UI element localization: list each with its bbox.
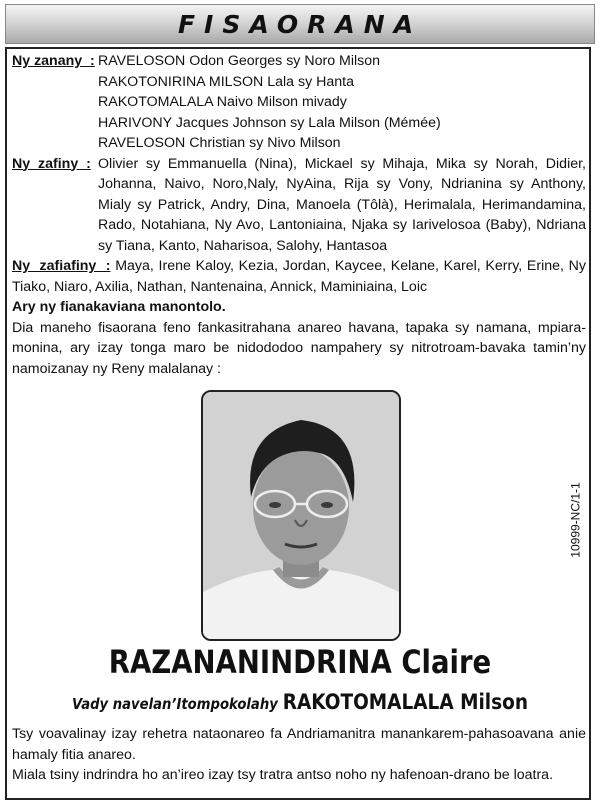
spouse-line [36, 690, 564, 714]
child-entry: RAKOTONIRINA MILSON Lala sy Hanta [98, 73, 354, 90]
page-title: FISAORANA [177, 9, 423, 39]
relatives-line: Ary ny fianakaviana manontolo. [12, 299, 226, 315]
intro-text: Dia maneho fisaorana feno fankasitrahana anareo havana, tapaka sy namana, mpiara-monina, ary izay tonga maro be nidododoo nampahery sy nitrotroam-bavaka tamin’ny namoizanay ny Reny malalanay : [12, 319, 586, 377]
deceased-name: RAZANANINDRINA Claire [108, 643, 492, 681]
spouse-prefix: Vady navelan’Itompokolahy [71, 695, 278, 713]
closing-text [12, 724, 586, 786]
reference-code [566, 470, 586, 570]
closing-paragraph: Miala tsiny indrindra ho an’ireo izay tsy tratra antso noho ny hafenoan-drano be loatra. [12, 767, 554, 783]
child-entry: HARIVONY Jacques Johnson sy Lala Milson (Mémée) [98, 114, 441, 131]
grandchildren-list: Olivier sy Emmanuella (Nina), Mickael sy Mihaja, Mika sy Norah, Didier, Johanna, Naivo, Noro,Naly, NyAina, Rija sy Vony, Ndrianina sy Anthony, Mialy sy Patrick, Andry, Dina, Manoela (Tôlà), Herimalala, Herimandamina, Rado, Notahiana, Ny Avo, Lantoniaina, Njaka sy Iarivelosoa (Baby), Ndriana sy Tiana, Kanto, Naharisoa, Salohy, Hantasoa [98, 155, 586, 254]
children-list [98, 51, 586, 154]
children-section [12, 51, 586, 154]
child-entry: RAVELOSON Christian sy Nivo Milson [98, 135, 341, 151]
portrait-illustration [203, 392, 399, 639]
closing-paragraph: Tsy voavalinay izay rehetra nataonareo fa Andriamanitra manankarem-pahasoavana anie hamaly fitia anareo. [12, 726, 586, 763]
great-grandchildren-list: Maya, Irene Kaloy, Kezia, Jordan, Kaycee, Kelane, Karel, Kerry, Erine, Ny Tiako, Niaro, Axilia, Nathan, Nantenaina, Annick, Maminiaina, Loic [12, 258, 586, 295]
child-entry: RAKOTOMALALA Naivo Milson mivady [98, 94, 347, 110]
grandchildren-section [12, 154, 586, 257]
great-grandchildren-label: Ny zafiafiny : [12, 258, 111, 274]
child-entry: RAVELOSON Odon Georges sy Noro Milson [98, 53, 381, 69]
header-banner [5, 4, 595, 44]
portrait-photo [201, 390, 401, 641]
spouse-name: RAKOTOMALALA Milson [282, 690, 528, 714]
notice-body [12, 51, 586, 379]
children-label: Ny zanany : [12, 53, 95, 69]
grandchildren-label: Ny zafiny : [12, 155, 91, 172]
reference-code-text: 10999-NC/1-1 [569, 482, 583, 558]
great-grandchildren-section [12, 256, 586, 297]
